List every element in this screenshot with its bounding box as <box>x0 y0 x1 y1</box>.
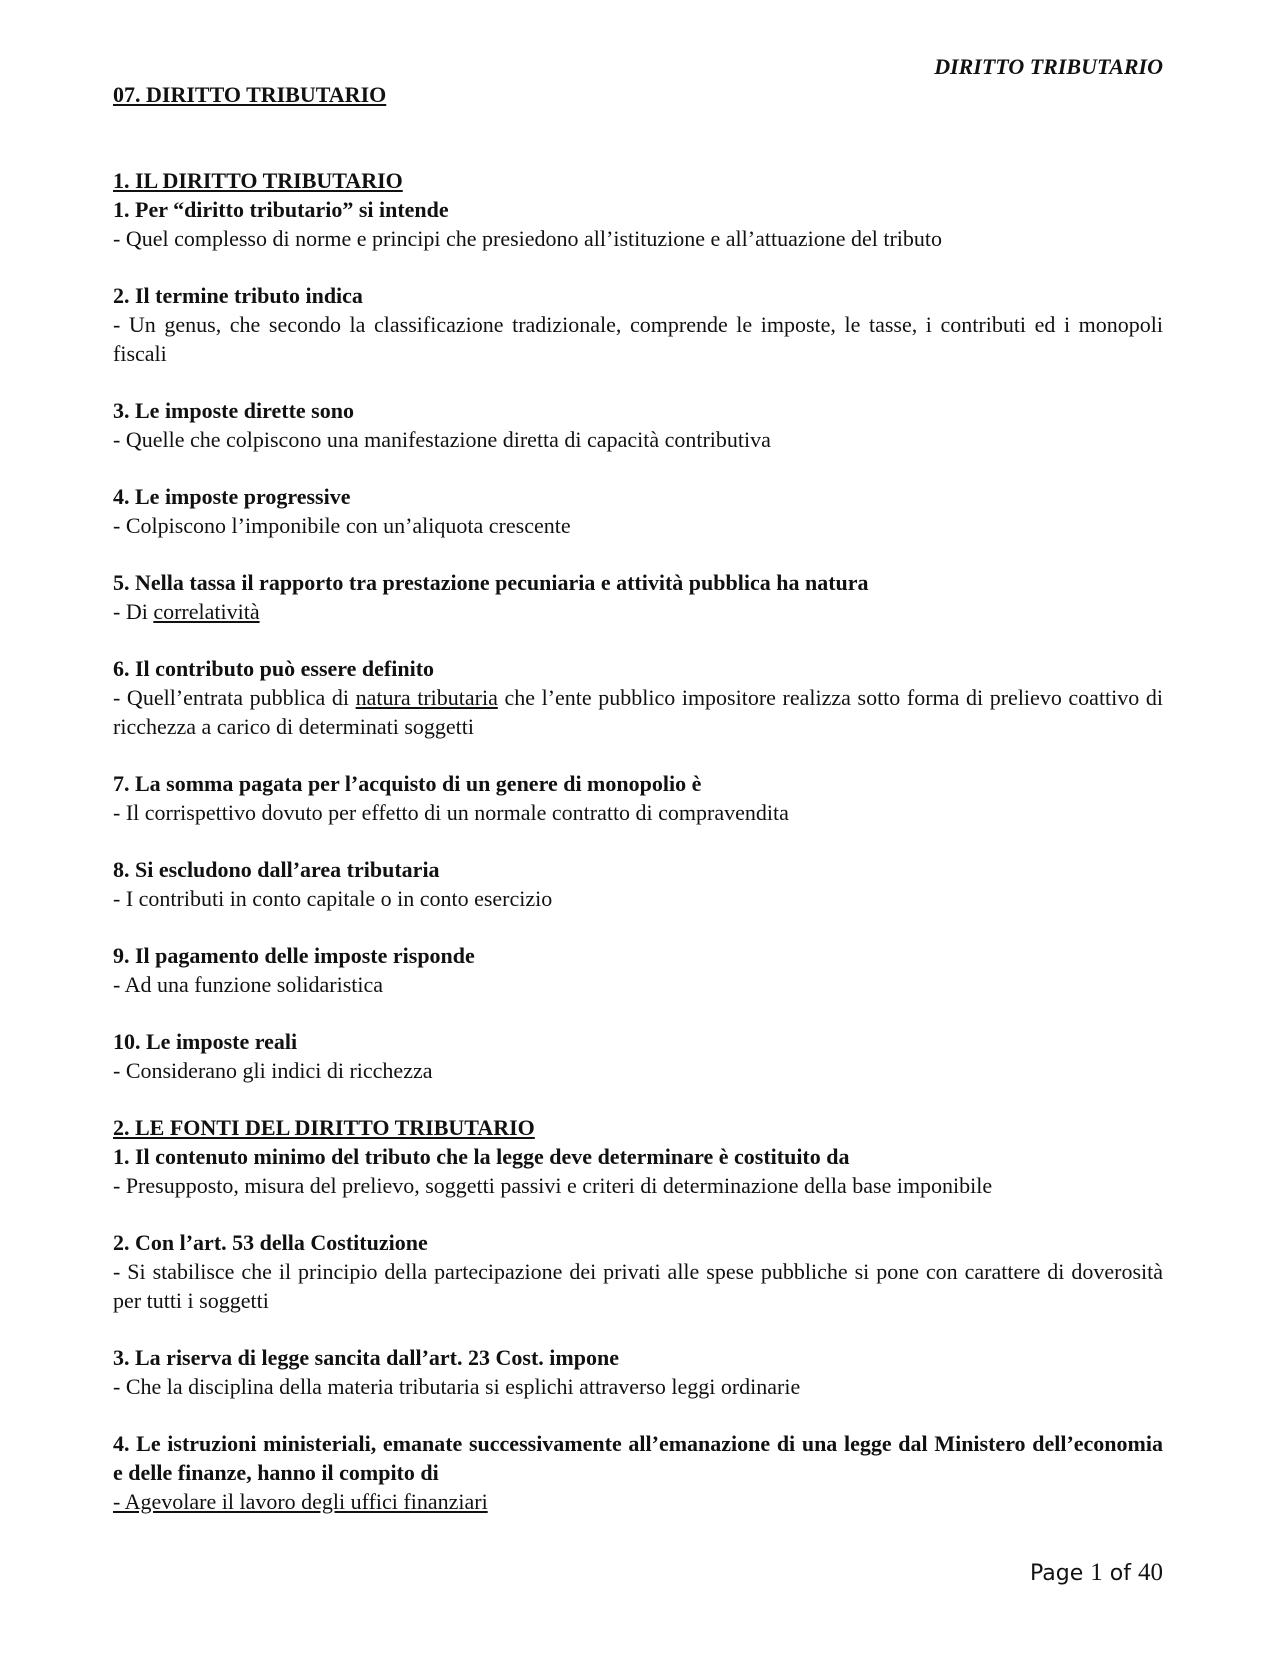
answer: - Quel complesso di norme e principi che presiedono all’istituzione e all’attuazione del tributo <box>113 226 943 251</box>
document-title: 07. DIRITTO TRIBUTARIO <box>113 82 387 107</box>
running-header: DIRITTO TRIBUTARIO <box>934 54 1163 79</box>
question: 6. Il contributo può essere definito <box>113 656 435 681</box>
question: 10. Le imposte reali <box>113 1029 298 1054</box>
qa-item <box>113 1142 1163 1200</box>
question: 7. La somma pagata per l’acquisto di un genere di monopolio è <box>113 771 702 796</box>
qa-item <box>113 654 1163 741</box>
question: 1. Il contenuto minimo del tributo che la legge deve determinare è costituito da <box>113 1144 850 1169</box>
page-current: 1 <box>1090 1559 1103 1586</box>
section-title: 1. IL DIRITTO TRIBUTARIO <box>113 168 403 193</box>
qa-item <box>113 281 1163 368</box>
underlined-term: natura tributaria <box>355 685 498 710</box>
answer: - Si stabilisce che il principio della partecipazione dei privati alle spese pubbliche si pone con carattere di doverosità per tutti i soggetti <box>113 1259 1163 1313</box>
question: 3. La riserva di legge sancita dall’art. 23 Cost. impone <box>113 1345 619 1370</box>
question: 8. Si escludono dall’area tributaria <box>113 857 440 882</box>
section-2 <box>113 1113 1163 1516</box>
answer-text: che l’ente pubblico impositore realizza sotto forma di prelievo coattivo di ricchezza a carico di determinati soggetti <box>113 685 1163 739</box>
qa-item <box>113 941 1163 999</box>
answer: - Quelle che colpiscono una manifestazione diretta di capacità contributiva <box>113 427 771 452</box>
section-title: 2. LE FONTI DEL DIRITTO TRIBUTARIO <box>113 1115 535 1140</box>
answer-text: - Quell’entrata pubblica di <box>113 685 356 710</box>
answer: - Un genus, che secondo la classificazione tradizionale, comprende le imposte, le tasse, i contributi ed i monopoli fiscali <box>113 312 1163 366</box>
page-footer <box>1030 1558 1163 1589</box>
question: 3. Le imposte dirette sono <box>113 398 354 423</box>
answer <box>113 683 1163 741</box>
answer: - Che la disciplina della materia tributaria si esplichi attraverso leggi ordinarie <box>113 1374 801 1399</box>
qa-item <box>113 1343 1163 1401</box>
question: 4. Le istruzioni ministeriali, emanate successivamente all’emanazione di una legge dal Ministero dell’economia e delle finanze, hanno il compito di <box>113 1431 1163 1485</box>
question: 5. Nella tassa il rapporto tra prestazione pecuniaria e attività pubblica ha natura <box>113 570 869 595</box>
page-label: Page <box>1030 1561 1084 1586</box>
answer: - Presupposto, misura del prelievo, soggetti passivi e criteri di determinazione della base imponibile <box>113 1173 993 1198</box>
of-label: of <box>1109 1561 1131 1586</box>
qa-item <box>113 195 1163 253</box>
answer: - Ad una funzione solidaristica <box>113 972 384 997</box>
qa-item <box>113 482 1163 540</box>
document-page <box>113 52 1163 1544</box>
qa-item <box>113 1429 1163 1516</box>
answer: - Colpiscono l’imponibile con un’aliquota crescente <box>113 513 571 538</box>
underlined-term: correlatività <box>153 599 260 624</box>
qa-item <box>113 396 1163 454</box>
page-total: 40 <box>1138 1559 1163 1586</box>
answer <box>113 597 1163 626</box>
answer: - Il corrispettivo dovuto per effetto di un normale contratto di compravendita <box>113 800 789 825</box>
qa-item <box>113 1228 1163 1315</box>
answer-text: - Di <box>113 599 154 624</box>
question: 1. Per “diritto tributario” si intende <box>113 197 449 222</box>
qa-item <box>113 1027 1163 1085</box>
question: 9. Il pagamento delle imposte risponde <box>113 943 475 968</box>
qa-item <box>113 855 1163 913</box>
question: 2. Il termine tributo indica <box>113 283 363 308</box>
answer: - I contributi in conto capitale o in conto esercizio <box>113 886 553 911</box>
qa-item <box>113 769 1163 827</box>
question: 4. Le imposte progressive <box>113 484 351 509</box>
answer: - Agevolare il lavoro degli uffici finanziari <box>113 1489 488 1514</box>
question: 2. Con l’art. 53 della Costituzione <box>113 1230 428 1255</box>
answer: - Considerano gli indici di ricchezza <box>113 1058 433 1083</box>
qa-item <box>113 568 1163 626</box>
section-1 <box>113 166 1163 1085</box>
